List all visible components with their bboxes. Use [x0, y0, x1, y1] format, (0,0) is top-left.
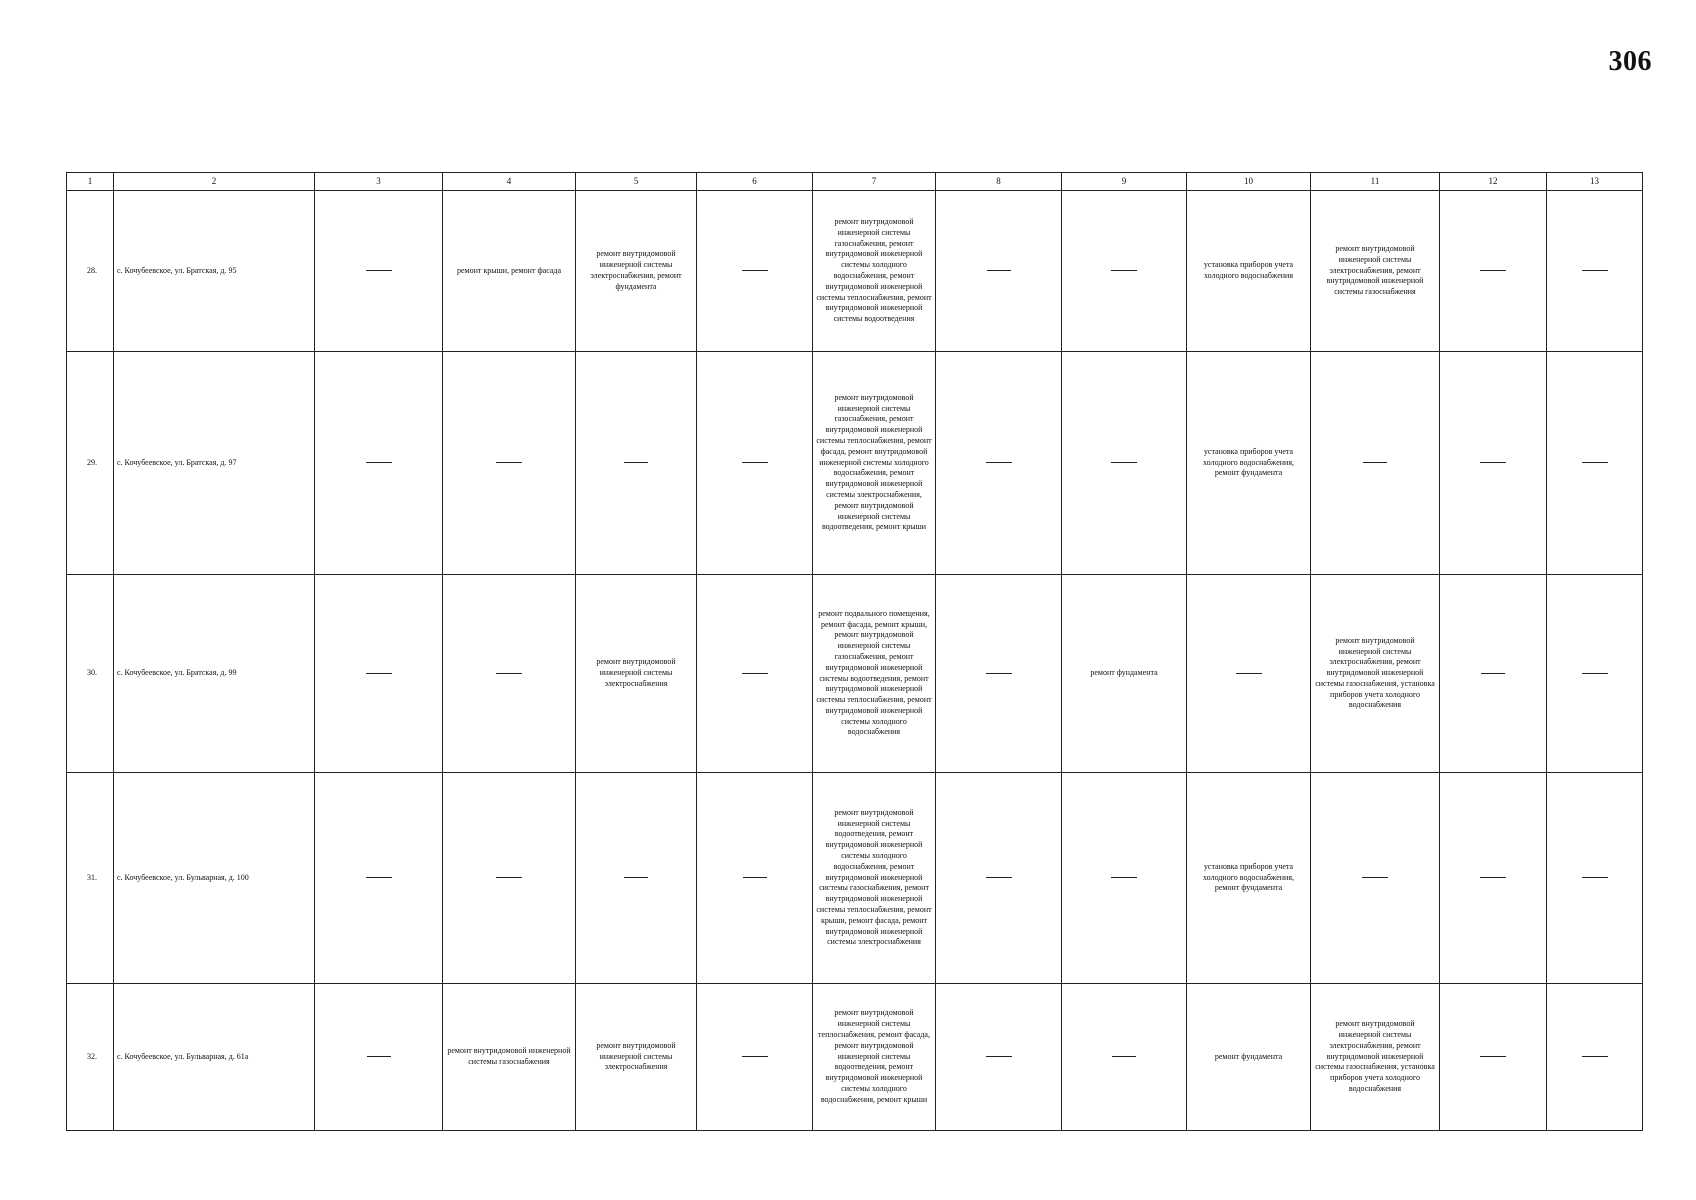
- work-cell: [1311, 984, 1440, 1131]
- empty-cell: [315, 352, 443, 575]
- work-cell: [813, 352, 936, 575]
- dash-mark: [986, 462, 1012, 463]
- work-text: ремонт внутридомовой инженерной системы электроснабжения, ремонт внутридомовой инженерной системы газоснабжения: [1326, 244, 1424, 297]
- column-number: 2: [114, 173, 315, 191]
- work-cell: [576, 575, 697, 773]
- empty-cell: [576, 352, 697, 575]
- work-text: ремонт внутридомовой инженерной системы электроснабжения, ремонт внутридомовой инженерной системы газоснабжения, установка приборов учета холодного водоснабжения: [1315, 1019, 1435, 1093]
- empty-cell: [315, 191, 443, 352]
- work-text: ремонт подвального помещения, ремонт фасада, ремонт крыши, ремонт внутридомовой инженерной системы газоснабжения, ремонт внутридомовой инженерной системы водоотведения, ремонт внутридомовой инженерной системы теплоснабжения, ремонт внутридомовой инженерной системы холодного водоснабжения: [816, 608, 932, 737]
- dash-mark: [1481, 673, 1505, 674]
- dash-mark: [1236, 673, 1262, 674]
- work-text: ремонт внутридомовой инженерной системы газоснабжения, ремонт внутридомовой инженерной системы холодного водоснабжения, ремонт внутридомовой инженерной системы теплоснабжения, ремонт внутридомовой инженерной системы водоотведения: [816, 217, 932, 324]
- empty-cell: [1062, 352, 1187, 575]
- empty-cell: [936, 352, 1062, 575]
- empty-cell: [1440, 773, 1547, 984]
- work-text: ремонт внутридомовой инженерной системы водоотведения, ремонт внутридомовой инженерной системы холодного водоснабжения, ремонт внутридомовой инженерной системы газоснабжения, ремонт внутридомовой инженерной системы теплоснабжения, ремонт крыши, ремонт фасада, ремонт внутридомовой инженерной системы электроснабжения: [816, 807, 932, 947]
- empty-cell: [1311, 773, 1440, 984]
- work-text: ремонт внутридомовой инженерной системы газоснабжения: [447, 1046, 571, 1066]
- work-cell: [813, 191, 936, 352]
- empty-cell: [1440, 984, 1547, 1131]
- column-number: 8: [936, 173, 1062, 191]
- dash-mark: [1582, 673, 1608, 674]
- work-text: ремонт фундамента: [1090, 668, 1158, 678]
- empty-cell: [1440, 191, 1547, 352]
- column-number: 13: [1547, 173, 1643, 191]
- table-row: [67, 191, 1643, 352]
- dash-mark: [1582, 270, 1608, 271]
- table-row: [67, 575, 1643, 773]
- work-cell: [1062, 575, 1187, 773]
- row-number: 32.: [67, 984, 114, 1131]
- table-row: [67, 352, 1643, 575]
- work-text: ремонт фундамента: [1214, 1051, 1283, 1061]
- column-number: 6: [697, 173, 813, 191]
- dash-mark: [1480, 1056, 1506, 1057]
- dash-mark: [367, 1056, 391, 1057]
- dash-mark: [742, 673, 768, 674]
- work-text: ремонт крыши, ремонт фасада: [456, 265, 562, 275]
- empty-cell: [936, 984, 1062, 1131]
- work-cell: [1187, 191, 1311, 352]
- dash-mark: [986, 673, 1012, 674]
- column-number: 9: [1062, 173, 1187, 191]
- dash-mark: [1582, 1056, 1608, 1057]
- dash-mark: [1480, 462, 1506, 463]
- empty-cell: [936, 575, 1062, 773]
- dash-mark: [496, 462, 522, 463]
- row-number: 29.: [67, 352, 114, 575]
- dash-mark: [987, 270, 1011, 271]
- empty-cell: [1062, 773, 1187, 984]
- empty-cell: [697, 191, 813, 352]
- dash-mark: [742, 462, 768, 463]
- row-number: 31.: [67, 773, 114, 984]
- work-cell: [813, 984, 936, 1131]
- table-row: [67, 984, 1643, 1131]
- empty-cell: [936, 773, 1062, 984]
- dash-mark: [742, 270, 768, 271]
- dash-mark: [1111, 877, 1137, 878]
- dash-mark: [743, 877, 767, 878]
- work-text: ремонт внутридомовой инженерной системы газоснабжения, ремонт внутридомовой инженерной системы теплоснабжения, ремонт фасада, ремонт внутридомовой инженерной системы холодного водоснабжения, ремонт внутридомовой инженерной системы электроснабжения, ремонт внутридомовой инженерной системы водоотведения, ремонт крыши: [816, 392, 932, 532]
- empty-cell: [1547, 575, 1643, 773]
- empty-cell: [443, 352, 576, 575]
- empty-cell: [315, 773, 443, 984]
- dash-mark: [624, 462, 648, 463]
- dash-mark: [1111, 270, 1137, 271]
- work-cell: [576, 191, 697, 352]
- empty-cell: [1062, 984, 1187, 1131]
- work-text: установка приборов учета холодного водоснабжения: [1203, 260, 1294, 280]
- work-cell: [1187, 352, 1311, 575]
- dash-mark: [1363, 462, 1387, 463]
- column-number: 3: [315, 173, 443, 191]
- table-row: [67, 773, 1643, 984]
- work-cell: [1187, 984, 1311, 1131]
- repair-schedule-table: [66, 172, 1643, 1131]
- column-number-row: [67, 173, 1643, 191]
- dash-mark: [496, 673, 522, 674]
- empty-cell: [576, 773, 697, 984]
- empty-cell: [697, 984, 813, 1131]
- dash-mark: [1480, 270, 1506, 271]
- empty-cell: [443, 773, 576, 984]
- address-cell: с. Кочубеевское, ул. Бульварная, д. 100: [114, 773, 315, 984]
- address-cell: с. Кочубеевское, ул. Бульварная, д. 61а: [114, 984, 315, 1131]
- empty-cell: [1547, 773, 1643, 984]
- dash-mark: [1112, 1056, 1136, 1057]
- address-cell: с. Кочубеевское, ул. Братская, д. 99: [114, 575, 315, 773]
- empty-cell: [1440, 352, 1547, 575]
- empty-cell: [1311, 352, 1440, 575]
- column-number: 11: [1311, 173, 1440, 191]
- work-text: установка приборов учета холодного водоснабжения, ремонт фундамента: [1202, 861, 1294, 893]
- empty-cell: [697, 575, 813, 773]
- dash-mark: [366, 673, 392, 674]
- work-text: ремонт внутридомовой инженерной системы электроснабжения, ремонт внутридомовой инженерной системы газоснабжения, установка приборов учета холодного водоснабжения: [1315, 635, 1435, 710]
- empty-cell: [1187, 575, 1311, 773]
- column-number: 12: [1440, 173, 1547, 191]
- column-number: 7: [813, 173, 936, 191]
- work-text: ремонт внутридомовой инженерной системы теплоснабжения, ремонт фасада, ремонт внутридомовой инженерной системы водоотведения, ремонт внутридомовой инженерной системы холодного водоснабжения, ремонт крыши: [818, 1008, 930, 1104]
- work-cell: [1311, 191, 1440, 352]
- dash-mark: [366, 270, 392, 271]
- column-number: 10: [1187, 173, 1311, 191]
- empty-cell: [1547, 352, 1643, 575]
- column-number: 4: [443, 173, 576, 191]
- empty-cell: [1440, 575, 1547, 773]
- empty-cell: [697, 773, 813, 984]
- dash-mark: [986, 877, 1012, 878]
- address-cell: с. Кочубеевское, ул. Братская, д. 97: [114, 352, 315, 575]
- column-number: 5: [576, 173, 697, 191]
- work-text: ремонт внутридомовой инженерной системы электроснабжения: [596, 657, 676, 688]
- dash-mark: [366, 462, 392, 463]
- empty-cell: [1062, 191, 1187, 352]
- address-cell: с. Кочубеевское, ул. Братская, д. 95: [114, 191, 315, 352]
- dash-mark: [1582, 877, 1608, 878]
- empty-cell: [1547, 984, 1643, 1131]
- work-text: установка приборов учета холодного водоснабжения, ремонт фундамента: [1202, 446, 1294, 478]
- page-number: 306: [1608, 46, 1652, 77]
- work-cell: [813, 773, 936, 984]
- row-number: 30.: [67, 575, 114, 773]
- empty-cell: [315, 575, 443, 773]
- work-cell: [576, 984, 697, 1131]
- work-cell: [443, 984, 576, 1131]
- dash-mark: [1111, 462, 1137, 463]
- empty-cell: [315, 984, 443, 1131]
- empty-cell: [697, 352, 813, 575]
- row-number: 28.: [67, 191, 114, 352]
- dash-mark: [366, 877, 392, 878]
- work-cell: [1187, 773, 1311, 984]
- work-cell: [813, 575, 936, 773]
- dash-mark: [1362, 877, 1388, 878]
- dash-mark: [986, 1056, 1012, 1057]
- empty-cell: [936, 191, 1062, 352]
- dash-mark: [1480, 877, 1506, 878]
- empty-cell: [1547, 191, 1643, 352]
- dash-mark: [742, 1056, 768, 1057]
- work-cell: [443, 191, 576, 352]
- column-number: 1: [67, 173, 114, 191]
- dash-mark: [496, 877, 522, 878]
- dash-mark: [1582, 462, 1608, 463]
- work-cell: [1311, 575, 1440, 773]
- empty-cell: [443, 575, 576, 773]
- work-text: ремонт внутридомовой инженерной системы электроснабжения, ремонт фундамента: [590, 249, 682, 291]
- dash-mark: [624, 877, 648, 878]
- work-text: ремонт внутридомовой инженерной системы электроснабжения: [596, 1040, 676, 1072]
